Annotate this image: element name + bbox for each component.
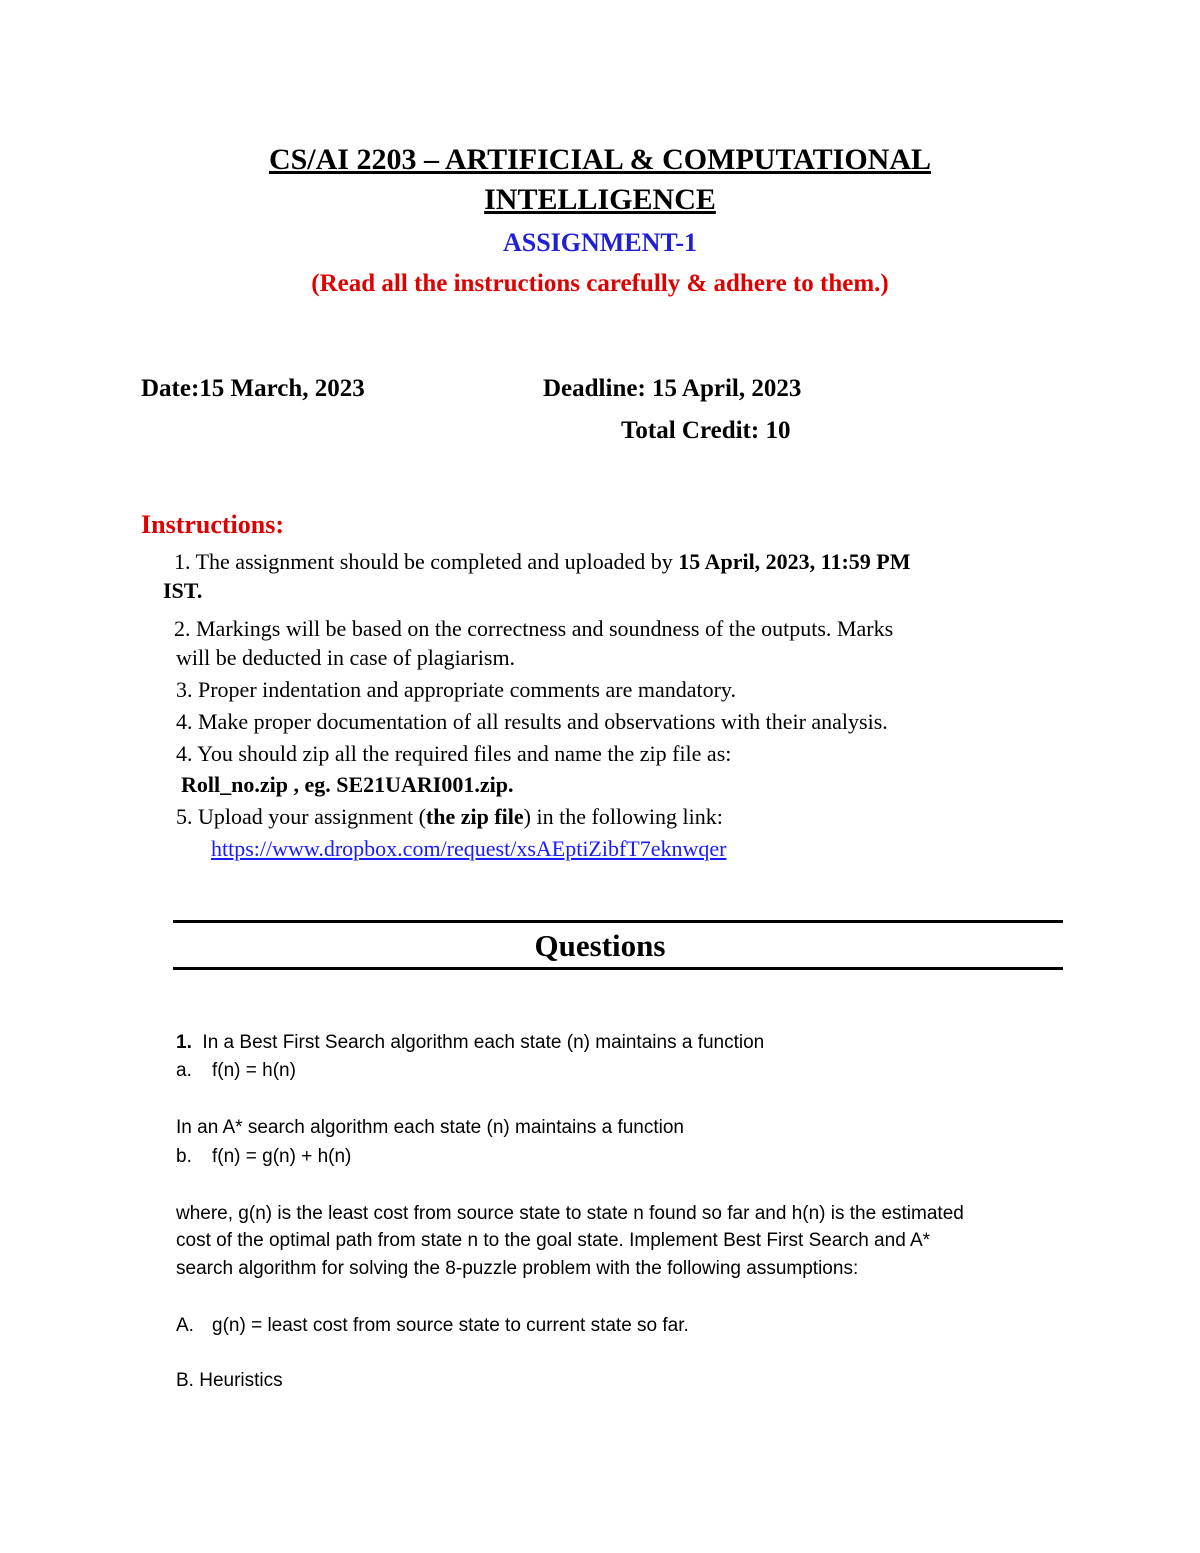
instruction-2-line-2: will be deducted in case of plagiarism. [176,645,516,670]
instructions-note: (Read all the instructions carefully & adhere to them.) [311,270,889,297]
instruction-1-text: 1. The assignment should be completed and uploaded by [174,549,679,574]
question-1-line [176,1032,764,1054]
instruction-1-timezone: IST. [163,578,203,603]
item-b [176,1146,352,1168]
assumption-a-text: g(n) = least cost from source state to current state so far. [212,1315,689,1336]
instruction-1 [174,549,911,575]
instruction-4b: 4. You should zip all the required files and name the zip file as: [176,741,732,766]
zip-file-name: Roll_no.zip , eg. SE21UARI001.zip. [181,772,514,797]
instruction-4: 4. Make proper documentation of all results and observations with their analysis. [176,709,888,734]
instructions-heading: Instructions: [141,510,285,539]
questions-heading: Questions [534,928,666,963]
assignment-label: ASSIGNMENT-1 [502,228,698,257]
where-line-2: cost of the optimal path from state n to the goal state. Implement Best First Search and A* [176,1230,931,1251]
instruction-5 [176,804,723,830]
instruction-5-text-a: 5. Upload your assignment ( [176,804,426,829]
instruction-5-bold: the zip file [425,804,524,829]
item-a-label: a. [176,1060,192,1081]
item-b-label: b. [176,1146,192,1167]
where-line-3: search algorithm for solving the 8-puzzle problem with the following assumptions: [176,1258,859,1279]
assumption-a-label: A. [176,1315,194,1336]
rule-bottom [173,967,1063,970]
instruction-1-deadline: 15 April, 2023, 11:59 PM [678,549,911,574]
item-b-formula: f(n) = g(n) + h(n) [212,1146,352,1167]
where-line-1: where, g(n) is the least cost from source state to state n found so far and h(n) is the estimated [176,1203,964,1224]
title-line-1: CS/AI 2203 – ARTIFICIAL & COMPUTATIONAL [268,143,932,176]
instruction-3: 3. Proper indentation and appropriate comments are mandatory. [176,677,737,702]
item-a [176,1060,296,1082]
question-1-text: In a Best First Search algorithm each state (n) maintains a function [202,1032,765,1053]
deadline-label: Deadline: 15 April, 2023 [543,375,802,402]
instruction-2-line-1: 2. Markings will be based on the correctness and soundness of the outputs. Marks [174,616,894,641]
rule-top [173,920,1063,923]
date-label: Date:15 March, 2023 [141,375,365,402]
total-credit-label: Total Credit: 10 [621,417,791,444]
assumption-a [176,1315,689,1337]
heuristics-line: B. Heuristics [176,1370,283,1391]
question-1-number: 1. [176,1032,192,1053]
astar-line: In an A* search algorithm each state (n) maintains a function [176,1117,684,1138]
instruction-5-text-b: ) in the following link: [523,804,723,829]
item-a-formula: f(n) = h(n) [212,1060,296,1081]
title-line-2: INTELLIGENCE [484,183,716,216]
dropbox-link[interactable]: https://www.dropbox.com/request/xsAEptiZibfT7eknwqer [211,836,727,861]
